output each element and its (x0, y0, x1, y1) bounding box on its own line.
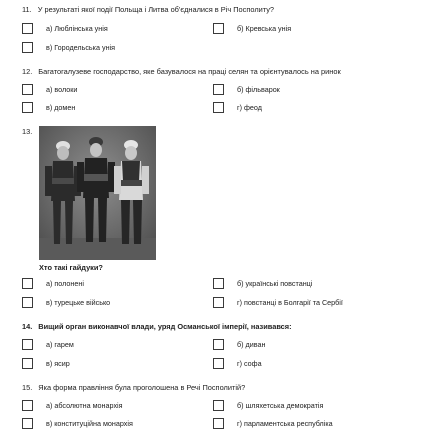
option-label: б) фільварок (237, 84, 280, 94)
checkbox[interactable] (213, 23, 224, 34)
option-label: г) парламентська республіка (237, 418, 333, 428)
q12-option-b[interactable] (213, 83, 280, 95)
question-number: 13. (22, 127, 33, 136)
question-text: Вищий орган виконавчої влади, уряд Османської імперії, називався: (38, 322, 292, 331)
checkbox[interactable] (213, 84, 224, 95)
question-text: У результаті якої події Польща і Литва об'єдналися в Річ Посполиту? (37, 5, 275, 14)
q15-option-c[interactable] (22, 417, 133, 429)
question-number: 11. (22, 5, 32, 14)
q13-option-a[interactable] (22, 277, 84, 289)
checkbox[interactable] (213, 278, 224, 289)
checkbox[interactable] (22, 42, 33, 53)
option-label: а) абсолютна монархія (46, 400, 123, 410)
checkbox[interactable] (22, 84, 33, 95)
q15-option-d[interactable] (213, 417, 333, 429)
q14-option-a[interactable] (22, 338, 74, 350)
option-label: г) феод (237, 102, 262, 112)
q13-option-b[interactable] (213, 277, 312, 289)
checkbox[interactable] (213, 102, 224, 113)
checkbox[interactable] (213, 418, 224, 429)
question-text: Багатогалузеве господарство, яке базувалося на праці селян та орієнтувалось на ринок (38, 67, 341, 76)
option-label: в) ясир (46, 358, 70, 368)
three-men-illustration (39, 126, 156, 260)
question-15-title (22, 383, 245, 392)
option-label: а) гарем (46, 339, 74, 349)
checkbox[interactable] (22, 418, 33, 429)
option-label: б) шляхетська демократія (237, 400, 324, 410)
option-label: а) полонені (46, 278, 84, 288)
checkbox[interactable] (22, 23, 33, 34)
q14-option-d[interactable] (213, 357, 262, 369)
q14-option-b[interactable] (213, 338, 265, 350)
option-label: а) Люблінська унія (46, 23, 108, 33)
option-label: а) волоки (46, 84, 78, 94)
checkbox[interactable] (22, 278, 33, 289)
question-number: 15. (22, 383, 33, 392)
question-13-number (22, 127, 32, 136)
checkbox[interactable] (213, 339, 224, 350)
option-label: г) повстанці в Болгарії та Сербії (237, 297, 343, 307)
q11-option-b[interactable] (213, 22, 291, 34)
checkbox[interactable] (213, 400, 224, 411)
q12-option-c[interactable] (22, 101, 75, 113)
question-13-text: Хто такі гайдуки? (39, 263, 103, 272)
checkbox[interactable] (22, 339, 33, 350)
checkbox[interactable] (22, 297, 33, 308)
option-label: в) конституційна монархія (46, 418, 133, 428)
option-label: в) турецьке військо (46, 297, 111, 307)
option-label: г) софа (237, 358, 262, 368)
q15-option-b[interactable] (213, 399, 323, 411)
question-number: 12. (22, 67, 33, 76)
question-14-title (22, 322, 292, 331)
q15-option-a[interactable] (22, 399, 123, 411)
q11-option-a[interactable] (22, 22, 108, 34)
question-11-title (22, 5, 274, 14)
q13-option-c[interactable] (22, 296, 110, 308)
question-12-title (22, 67, 341, 76)
option-label: в) домен (46, 102, 76, 112)
question-number: 14. (22, 322, 33, 331)
checkbox[interactable] (22, 400, 33, 411)
question-text: Яка форма правління була проголошена в Речі Посполитій? (38, 383, 246, 392)
q12-option-a[interactable] (22, 83, 77, 95)
option-label: б) диван (237, 339, 266, 349)
q13-option-d[interactable] (213, 296, 343, 308)
haiduks-photo (39, 126, 156, 260)
option-label: б) Кревська унія (237, 23, 292, 33)
q14-option-c[interactable] (22, 357, 70, 369)
option-label: в) Городельська унія (46, 42, 116, 52)
q12-option-d[interactable] (213, 101, 262, 113)
checkbox[interactable] (22, 358, 33, 369)
q11-option-c[interactable] (22, 41, 115, 53)
checkbox[interactable] (213, 358, 224, 369)
option-label: б) українські повстанці (237, 278, 313, 288)
checkbox[interactable] (213, 297, 224, 308)
checkbox[interactable] (22, 102, 33, 113)
